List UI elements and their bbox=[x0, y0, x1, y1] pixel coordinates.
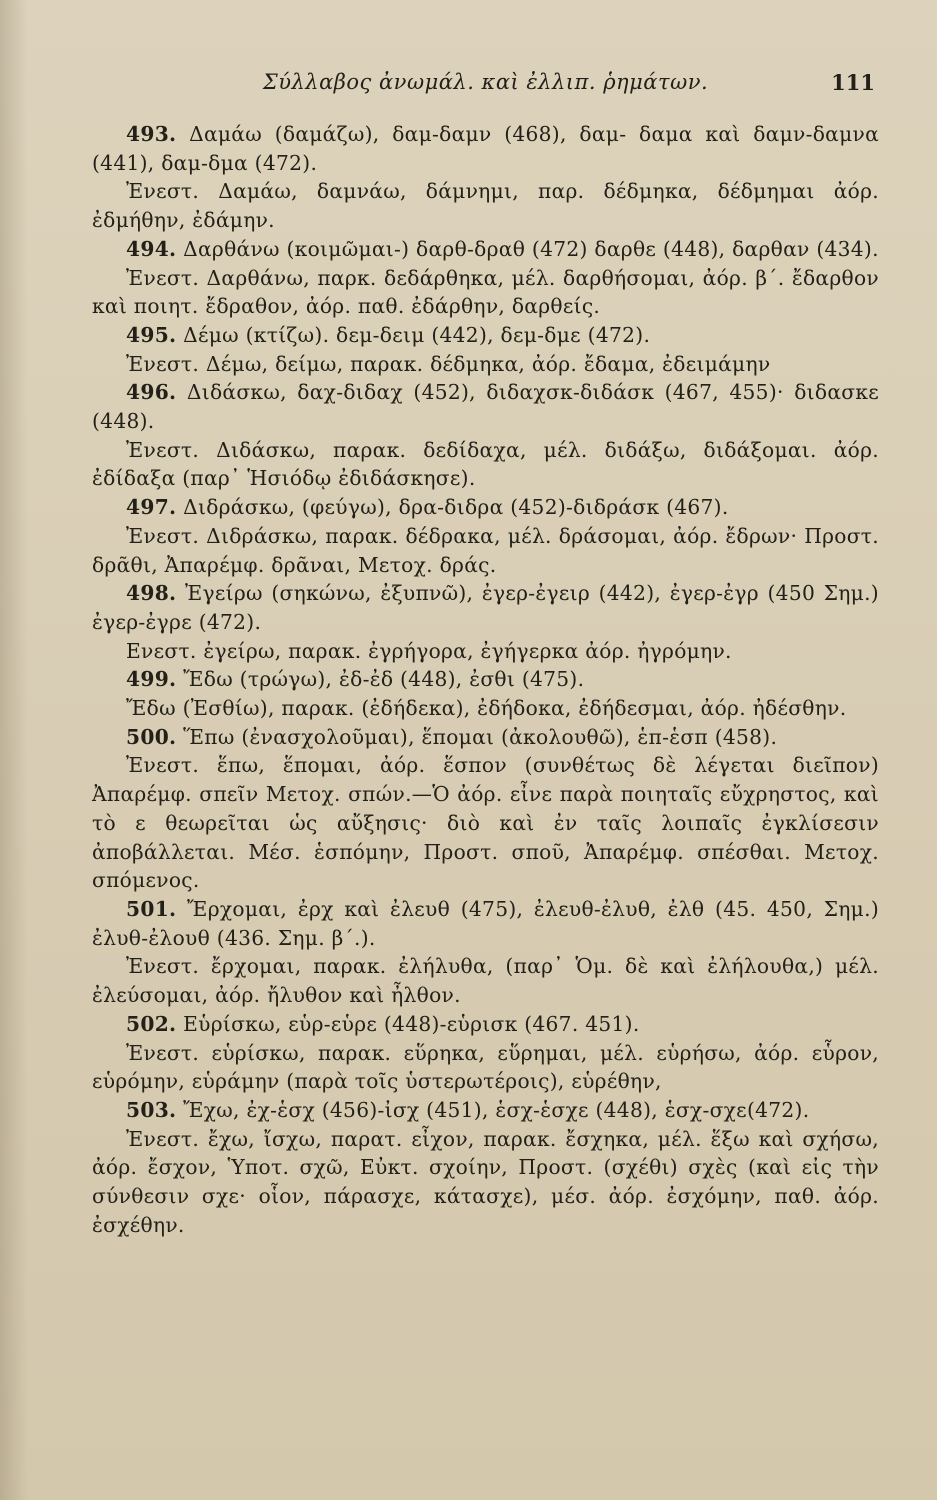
page-header bbox=[92, 70, 879, 106]
paragraph-text: Δέμω (κτίζω). δεμ-δειμ (442), δεμ-δμε (472). bbox=[183, 322, 651, 347]
paragraph-text: Ενεστ. ἐγείρω, παρακ. ἐγρήγορα, ἐγήγερκα ἀόρ. ἠγρόμην. bbox=[126, 638, 732, 663]
paragraph bbox=[92, 751, 879, 895]
entry-number: 495. bbox=[126, 322, 177, 347]
page-body bbox=[92, 120, 879, 1239]
entry-number: 494. bbox=[126, 236, 177, 261]
paragraph bbox=[92, 579, 879, 636]
paragraph-text: Ἐνεστ. Διδράσκω, παρακ. δέδρακα, μέλ. δράσομαι, ἀόρ. ἔδρων· Προστ. δρᾶθι, Ἀπαρέμφ. δρᾶναι, Μετοχ. δράς. bbox=[92, 523, 879, 577]
paragraph bbox=[92, 1096, 879, 1125]
paragraph-text: Ἐνεστ. Δαρθάνω, παρκ. δεδάρθηκα, μέλ. δαρθήσομαι, ἀόρ. β΄. ἔδαρθον καὶ ποιητ. ἔδραθον, ἀόρ. παθ. ἐδάρθην, δαρθείς. bbox=[92, 265, 879, 319]
paragraph-text: Ἐνεστ. Διδάσκω, παρακ. δεδίδαχα, μέλ. διδάξω, διδάξομαι. ἀόρ. ἐδίδαξα (παρ᾽ Ἡσιόδῳ ἐδιδάσκησε). bbox=[92, 437, 879, 491]
paragraph bbox=[92, 522, 879, 579]
paragraph bbox=[92, 952, 879, 1009]
paragraph-text: Ἔδω (Ἐσθίω), παρακ. (ἐδήδεκα), ἐδήδοκα, ἐδήδεσμαι, ἀόρ. ἠδέσθην. bbox=[126, 696, 847, 721]
page-number: 111 bbox=[831, 70, 875, 95]
paragraph bbox=[92, 321, 879, 350]
paragraph bbox=[92, 120, 879, 177]
paragraph-text: Ἔρχομαι, ἐρχ καὶ ἐλευθ (475), ἐλευθ-ἐλυθ, ἐλθ (45. 450, Σημ.) ἐλυθ-ἐλουθ (436. Σημ. β΄.). bbox=[92, 896, 879, 950]
paragraph-text: Ἔχω, ἐχ-ἑσχ (456)-ἰσχ (451), ἑσχ-ἑσχε (448), ἑσχ-σχε(472). bbox=[183, 1097, 810, 1122]
paragraph-text: Ἐγείρω (σηκώνω, ἐξυπνῶ), ἐγερ-ἐγειρ (442), ἐγερ-ἐγρ (450 Σημ.) ἐγερ-ἐγρε (472). bbox=[92, 581, 879, 634]
paragraph bbox=[92, 637, 879, 666]
paragraph-text: Ἐνεστ. Δέμω, δείμω, παρακ. δέδμηκα, ἀόρ. ἔδαμα, ἐδειμάμην bbox=[126, 351, 771, 376]
paragraph-text: Εὑρίσκω, εὑρ-εὑρε (448)-εὑρισκ (467. 451). bbox=[183, 1011, 640, 1036]
paragraph bbox=[92, 378, 879, 435]
paragraph-text: Ἔδω (τρώγω), ἐδ-ἐδ (448), ἐσθι (475). bbox=[183, 667, 585, 692]
paragraph bbox=[92, 665, 879, 694]
paragraph-text: Διδράσκω, (φεύγω), δρα-διδρα (452)-διδράσκ (467). bbox=[183, 495, 729, 520]
paragraph bbox=[92, 1125, 879, 1240]
paragraph bbox=[92, 1010, 879, 1039]
paragraph bbox=[92, 493, 879, 522]
paragraph-text: Δαμάω (δαμάζω), δαμ-δαμν (468), δαμ- δαμα καὶ δαμν-δαμνα (441), δαμ-δμα (472). bbox=[92, 122, 880, 175]
paragraph bbox=[92, 1039, 879, 1096]
entry-number: 496. bbox=[126, 380, 177, 405]
paragraph bbox=[92, 235, 879, 264]
paragraph-text: Ἐνεστ. Δαμάω, δαμνάω, δάμνημι, παρ. δέδμηκα, δέδμημαι ἀόρ. ἐδμήθην, ἐδάμην. bbox=[92, 179, 879, 233]
paragraph-text: Ἕπω (ἐνασχολοῦμαι), ἕπομαι (ἀκολουθῶ), ἑπ-ἑσπ (458). bbox=[183, 724, 778, 749]
entry-number: 500. bbox=[126, 724, 177, 749]
paragraph-text: Ἐνεστ. ἕπω, ἕπομαι, ἀόρ. ἕσπον (συνθέτως δὲ λέγεται διεῖπον) Ἀπαρέμφ. σπεῖν Μετοχ. σπών.—Ὁ ἀόρ. εἶνε παρὰ ποιηταῖς εὔχρηστος, καὶ τὸ ε θεωρεῖται ὡς αὔξησις· διὸ καὶ ἐν ταῖς λοιπαῖς ἐγκλίσεσιν ἀποβάλλεται. Μέσ. ἑσπόμην, Προστ. σποῦ, Ἀπαρέμφ. σπέσθαι. Μετοχ. σπόμενος. bbox=[92, 753, 879, 893]
entry-number: 502. bbox=[126, 1011, 177, 1036]
paragraph bbox=[92, 694, 879, 723]
entry-number: 501. bbox=[126, 896, 177, 921]
paragraph-text: Ἐνεστ. ἔχω, ἴσχω, παρατ. εἶχον, παρακ. ἔσχηκα, μέλ. ἕξω καὶ σχήσω, ἀόρ. ἔσχον, Ὑποτ. σχῶ, Εὐκτ. σχοίην, Προστ. (σχέθι) σχὲς (καὶ εἰς τὴν σύνθεσιν σχε· οἷον, πάρασχε, κάτασχε), μέσ. ἀόρ. ἐσχόμην, παθ. ἀόρ. ἐσχέθην. bbox=[92, 1126, 879, 1237]
entry-number: 503. bbox=[126, 1097, 177, 1122]
entry-number: 499. bbox=[126, 667, 177, 692]
paragraph bbox=[92, 436, 879, 493]
entry-number: 493. bbox=[126, 122, 177, 146]
paragraph-text: Διδάσκω, δαχ-διδαχ (452), διδαχσκ-διδάσκ (467, 455)· διδασκε (448). bbox=[92, 380, 880, 434]
paragraph bbox=[92, 350, 879, 379]
entry-number: 497. bbox=[126, 495, 177, 520]
paragraph-text: Ἐνεστ. ἔρχομαι, παρακ. ἐλήλυθα, (παρ᾽ Ὁμ. δὲ καὶ ἐλήλουθα,) μέλ. ἐλεύσομαι, ἀόρ. ἤλυθον καὶ ἦλθον. bbox=[92, 954, 879, 1008]
paragraph bbox=[92, 895, 879, 952]
paragraph bbox=[92, 264, 879, 321]
paragraph bbox=[92, 177, 879, 234]
paragraph bbox=[92, 723, 879, 752]
paragraph-text: Ἐνεστ. εὑρίσκω, παρακ. εὕρηκα, εὕρημαι, μέλ. εὑρήσω, ἀόρ. εὗρον, εὑρόμην, εὑράμην (παρὰ τοῖς ὑστερωτέροις), εὑρέθην, bbox=[92, 1040, 879, 1094]
entry-number: 498. bbox=[126, 581, 177, 606]
running-title: Σύλλαβος ἀνωμάλ. καὶ ἐλλιπ. ῥημάτων. bbox=[262, 70, 709, 94]
paragraph-text: Δαρθάνω (κοιμῶμαι-) δαρθ-δραθ (472) δαρθε (448), δαρθαν (434). bbox=[183, 236, 879, 261]
